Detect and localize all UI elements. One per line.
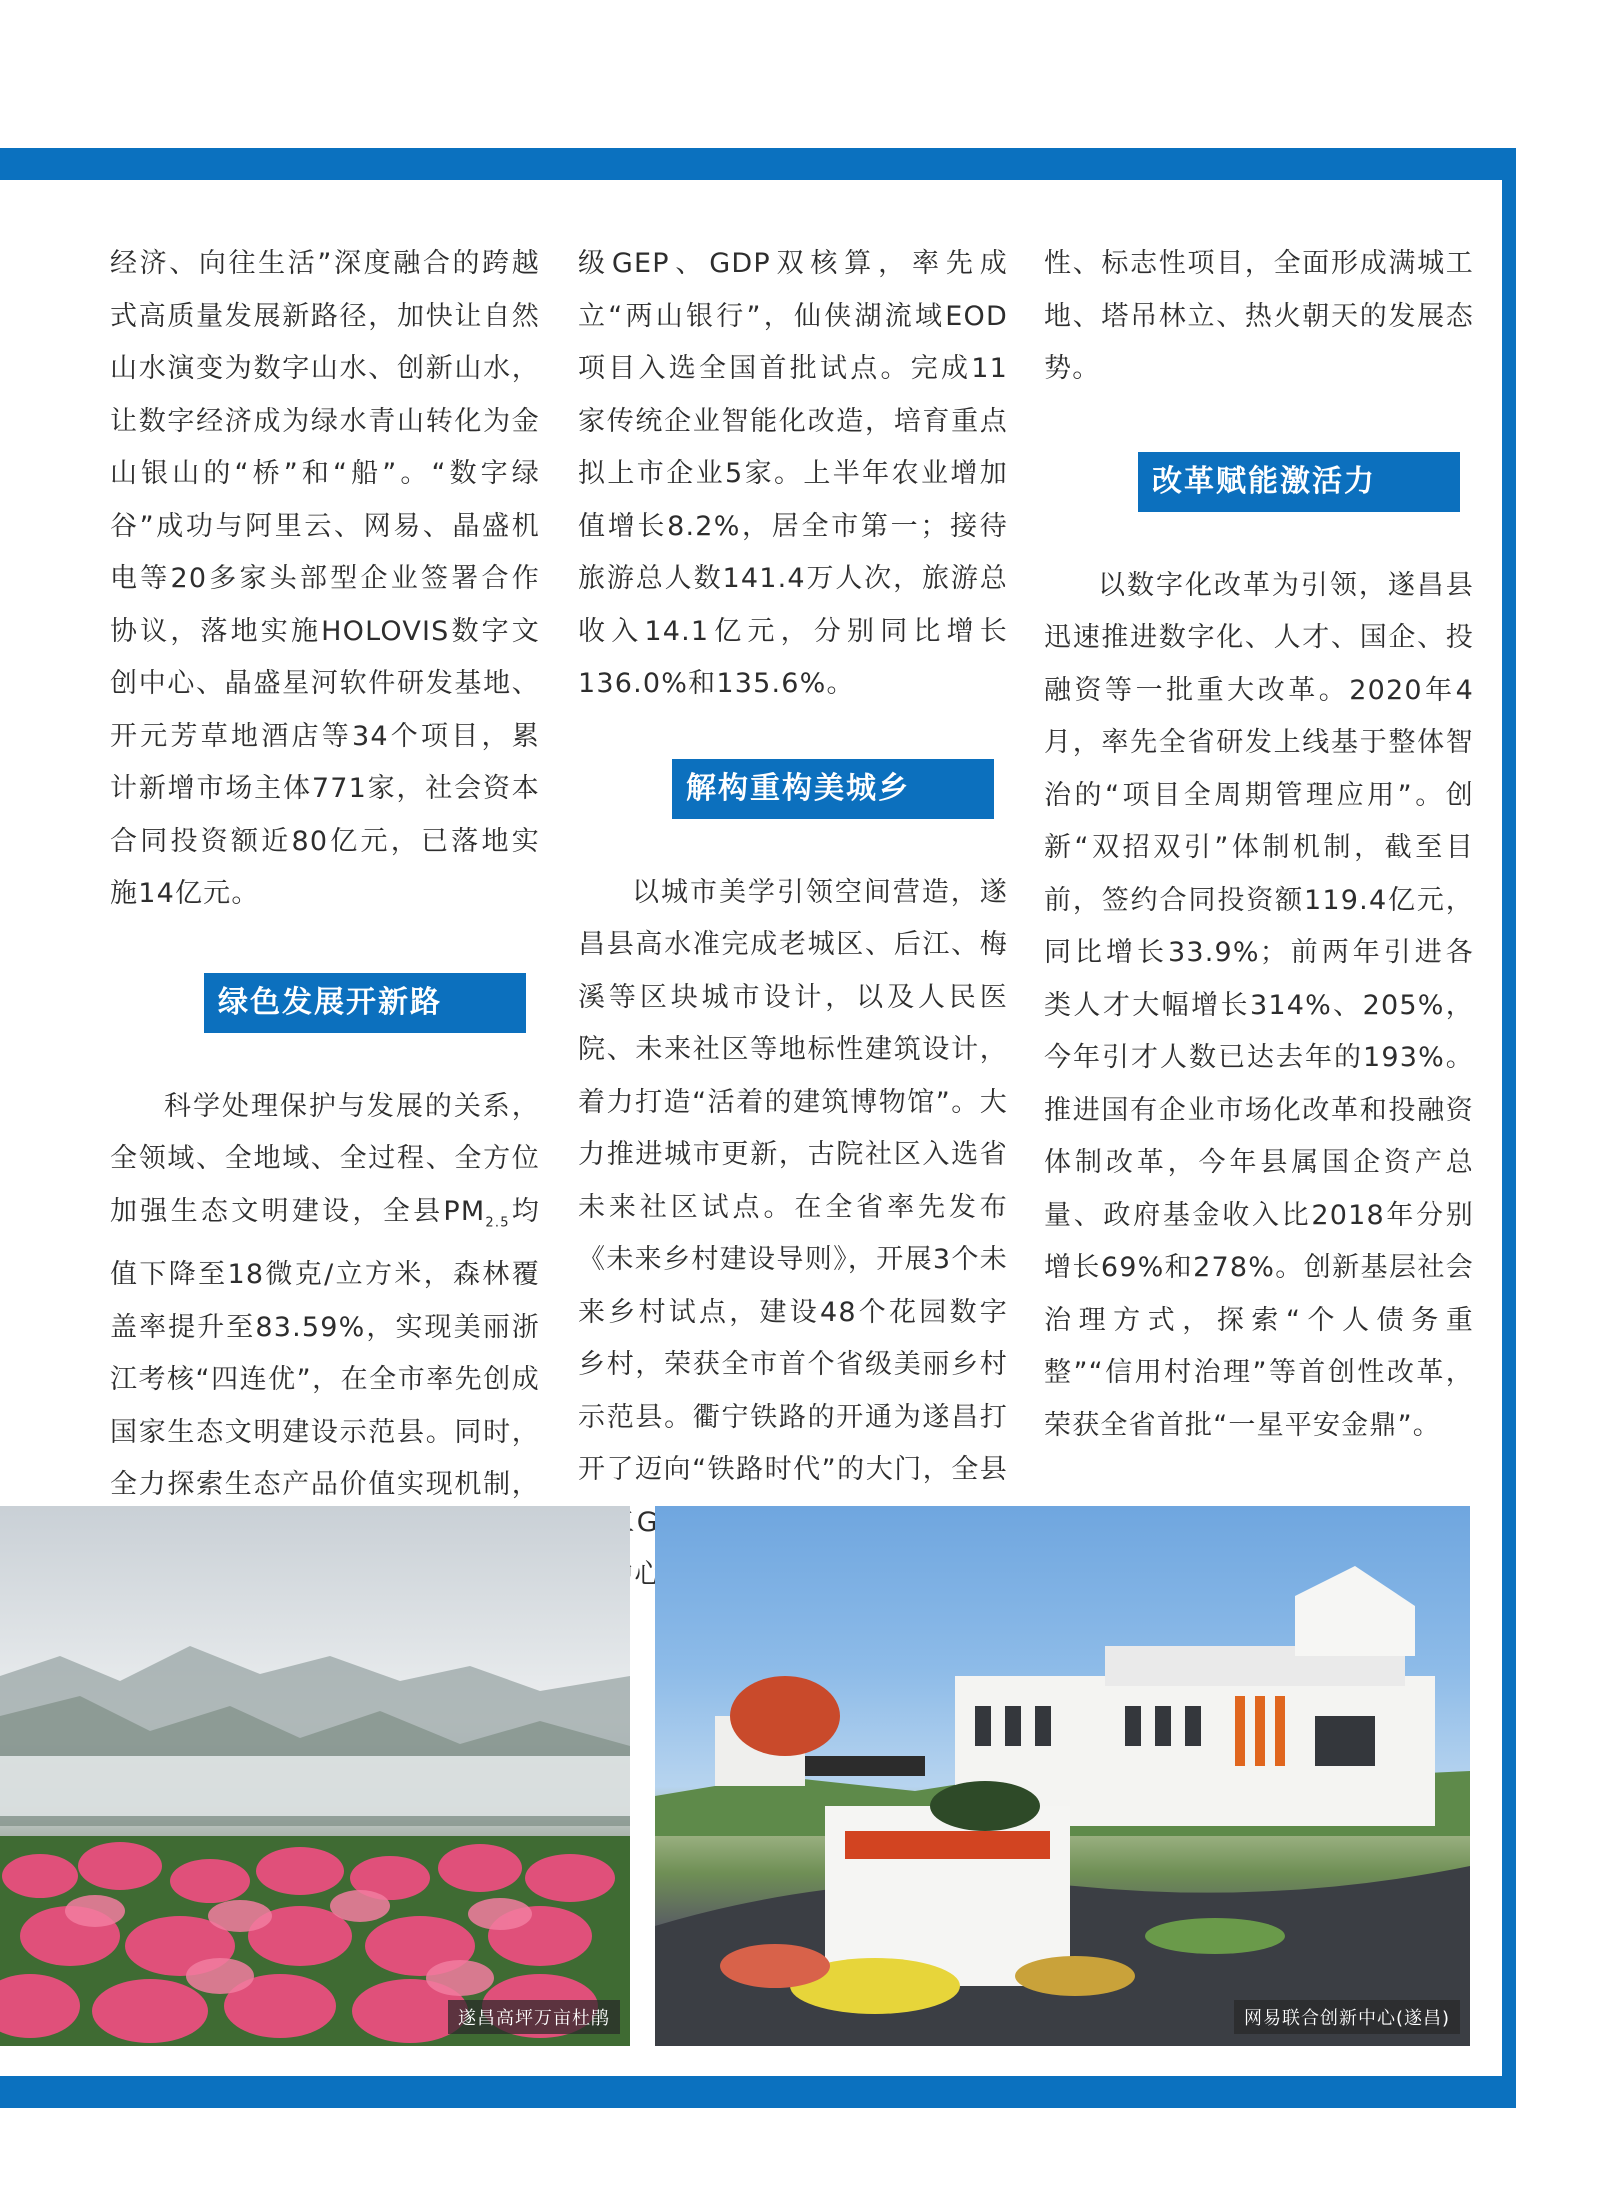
column-3 [1044,238,1474,1452]
right-decorative-bar [1502,148,1516,2108]
azalea-mountain-photo [0,1506,630,2046]
column-3-paragraph-1: 性、标志性项目，全面形成满城工地、塔吊林立、热火朝天的发展态势。 [1044,248,1474,384]
bottom-decorative-bar [0,2076,1516,2108]
column-1-paragraph-1: 经济、向往生活”深度融合的跨越式高质量发展新路径，加快让自然山水演变为数字山水、创新山水，让数字经济成为绿水青山转化为金山银山的“桥”和“船”。“数字绿谷”成功与阿里云、网易、晶盛机电等20多家头部型企业签署合作协议，落地实施HOLOVIS数字文创中心、晶盛星河软件研发基地、开元芳草地酒店等34个项目，累计新增市场主体771家，社会资本合同投资额近80亿元，已落地实施14亿元。 [110,248,540,909]
column-1-paragraph-2-part-a: 科学处理保护与发展的关系，全领域、全地域、全过程、全方位加强生态文明建设，全县PM [110,1090,540,1227]
building-photo-illustration [655,1506,1470,2046]
column-2 [578,238,1008,1602]
netease-innovation-center-photo [655,1506,1470,2046]
azalea-photo-illustration [0,1506,630,2046]
section-title-urban-rural: 解构重构美城乡 [672,759,994,819]
left-photo-caption: 遂昌高坪万亩杜鹃 [448,2000,620,2034]
pm-subscript: 2.5 [485,1214,510,1230]
column-1 [110,238,540,1617]
column-1-paragraph-2-part-b: 均值下降至18微克/立方米，森林覆盖率提升至83.59%，实现美丽浙江考核“四连优”，在全市率先创成国家生态文明建设示范县。同时，全力探索生态产品价值实现机制， [110,1195,540,1501]
column-3-paragraph-2: 以数字化改革为引领，遂昌县迅速推进数字化、人才、国企、投融资等一批重大改革。2020年4月，率先全省研发上线基于整体智治的“项目全周期管理应用”。创新“双招双引”体制机制，截至目前，签约合同投资额119.4亿元，同比增长33.9%；前两年引进各类人才大幅增长314%、205%，今年引才人数已达去年的193%。推进国有企业市场化改革和投融资体制改革，今年县属国企资产总量、政府基金收入比2018年分别增长69%和278%。创新基层社会治理方式，探索“个人债务重整”“信用村治理”等首创性改革，荣获全省首批“一星平安金鼎”。 [1044,569,1474,1441]
column-2-paragraph-2: 以城市美学引领空间营造，遂昌县高水准完成老城区、后江、梅溪等区块城市设计，以及人民医院、未来社区等地标性建筑设计，着力打造“活着的建筑博物馆”。大力推进城市更新，古院社区入选省未来社区试点。在全省率先发布《未来乡村建设导则》，开展3个未来乡村试点，建设48个花园数字乡村，荣获全市首个省级美丽乡村示范县。衢宁铁路的开通为遂昌打开了迈向“铁路时代”的大门，全县 工G5 中心等 [578,876,1008,1590]
right-photo-caption: 网易联合创新中心(遂昌) [1234,2000,1460,2034]
section-title-reform: 改革赋能激活力 [1138,452,1460,512]
column-2-paragraph-1: 级GEP、GDP双核算，率先成立“两山银行”，仙侠湖流域EOD项目入选全国首批试点。完成11家传统企业智能化改造，培育重点拟上市企业5家。上半年农业增加值增长8.2%，居全市第一；接待旅游总人数141.4万人次，旅游总收入14.1亿元，分别同比增长136.0%和135.6%。 [578,248,1008,699]
section-title-green-development: 绿色发展开新路 [204,973,526,1033]
top-decorative-bar [0,148,1516,180]
